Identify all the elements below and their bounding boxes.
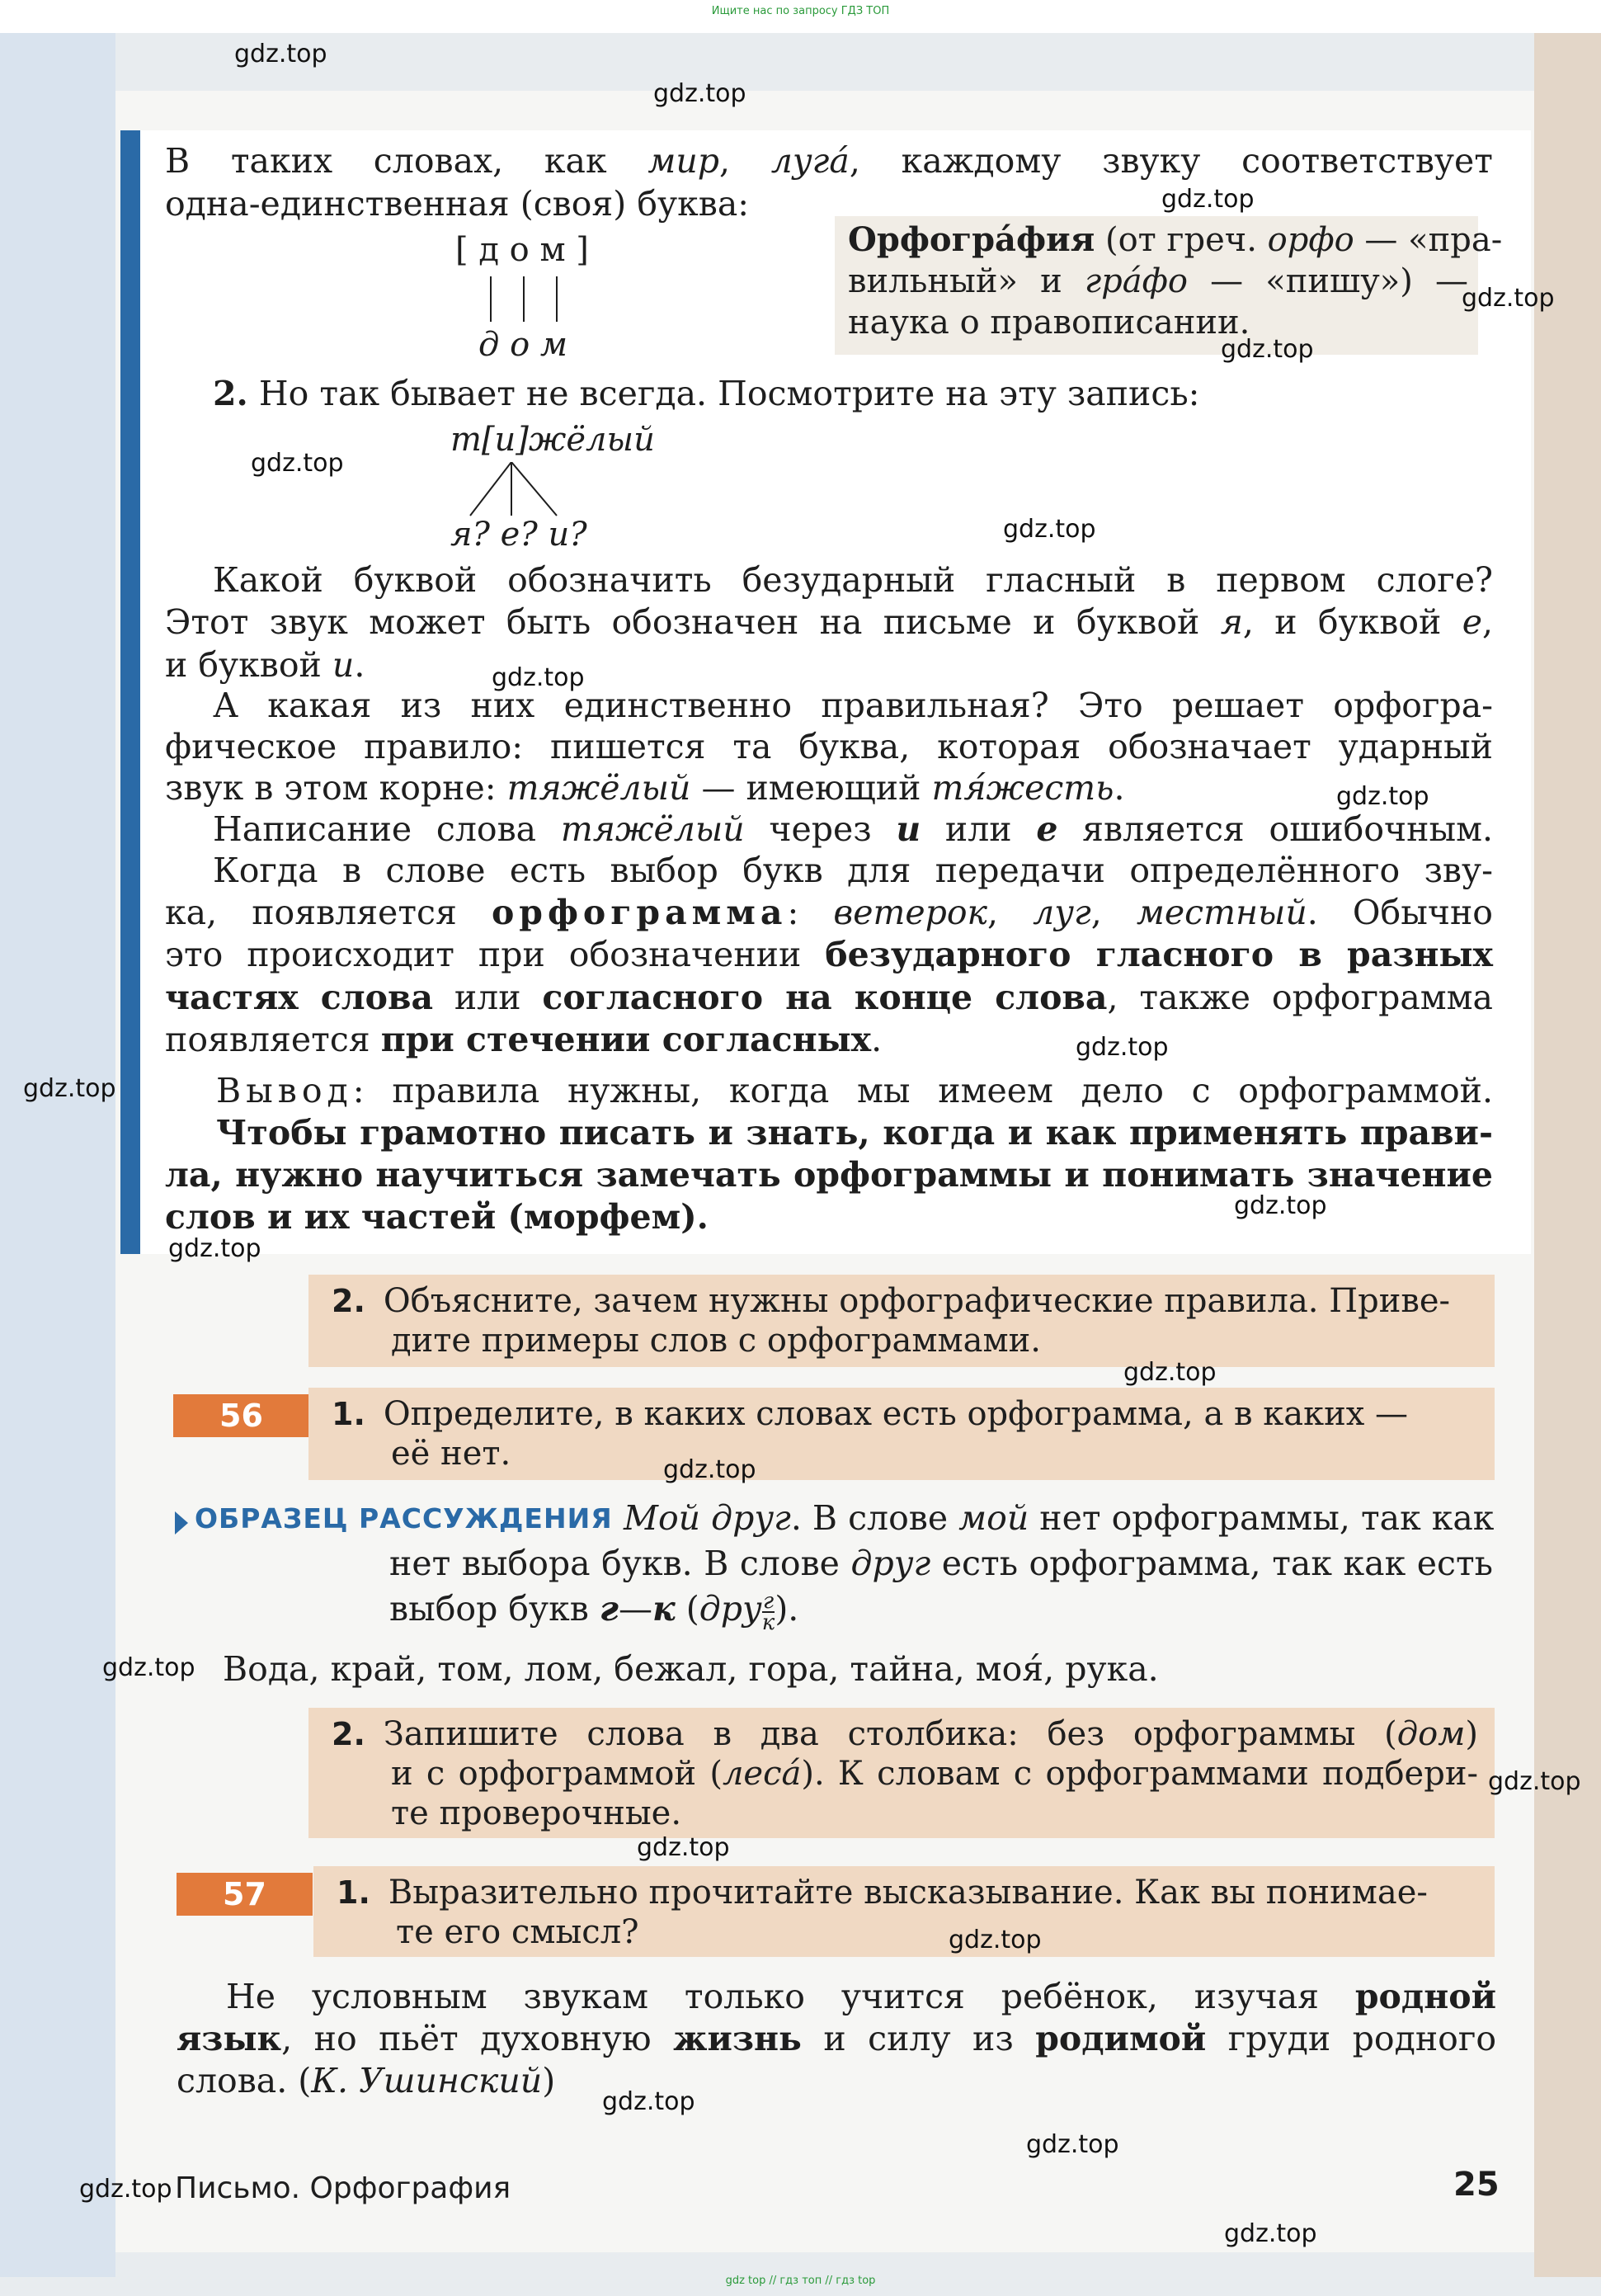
rule-bold-line-1: Чтобы грамотно писать и знать, когда и как применять прави- <box>216 1113 1493 1153</box>
exercise-56-words: Вода, край, том, лом, бежал, гора, тайна, моя́, рука. <box>223 1649 1159 1689</box>
rule-line-6: А какая из них единственно правильная? Это решает орфогра- <box>213 686 1493 725</box>
sample-reasoning-label: ОБРАЗЕЦ РАССУЖДЕНИЯ <box>195 1502 613 1535</box>
watermark: gdz.top <box>1123 1358 1217 1387</box>
rule-point-2: 2. Но так бывает не всегда. Посмотрите на эту запись: <box>213 374 1200 413</box>
page-number: 25 <box>1453 2166 1500 2204</box>
task-56-2: 2. Запишите слова в два столбика: без орфограммы (дом) и с орфограммой (леса́). К словам с орфограммами подбери- те проверочные. <box>308 1708 1495 1838</box>
definition-line-2: вильный» и гра́фо — «пишу») — <box>848 262 1468 300</box>
watermark: gdz.top <box>23 1074 116 1103</box>
rule-line-1: В таких словах, как мир, луга́, каждому звуку соответствует <box>165 141 1493 181</box>
rule-line-13: частях слова или согласного на конце слова, также орфограмма <box>165 978 1494 1017</box>
triangle-marker-icon <box>173 1510 190 1536</box>
watermark: gdz.top <box>1026 2130 1119 2159</box>
rule-line-14: появляется при стечении согласных. <box>165 1020 883 1059</box>
sample-line-3: выбор букв г—к (дру $\frac{г}{к}$ ). <box>389 1588 799 1635</box>
letter-choice-fraction: $\frac{г}{к}$ <box>761 1588 775 1635</box>
diagram-dom-lines <box>462 276 586 326</box>
rule-line-5: и буквой и. <box>165 645 365 685</box>
watermark: gdz.top <box>1336 782 1429 811</box>
left-margin-band <box>0 33 115 2277</box>
quote-line-2: язык, но пьёт духовную жизнь и силу из родимой груди родного <box>177 2019 1497 2058</box>
rule-line-4: Этот звук может быть обозначен на письме и буквой я, и буквой е, <box>165 602 1494 642</box>
watermark: gdz.top <box>1003 515 1096 544</box>
section-title: Письмо. Орфография <box>175 2171 511 2205</box>
diagram-dom-bottom: д о м <box>478 326 568 364</box>
rule-line-10: Когда в слове есть выбор букв для передачи определённого зву- <box>213 851 1493 890</box>
watermark: gdz.top <box>1221 335 1314 364</box>
rule-line-7: фическое правило: пишется та буква, которая обозначает ударный <box>165 727 1493 766</box>
task-57-1: 1. Выразительно прочитайте высказывание. Как вы понимае- те его смысл? <box>313 1866 1495 1957</box>
rule-bold-line-2: ла, нужно научиться замечать орфограммы и понимать значение <box>165 1155 1493 1195</box>
rule-line-2: одна-единственная (своя) буква: <box>165 184 750 224</box>
watermark: gdz.top <box>637 1833 730 1862</box>
watermark: gdz.top <box>168 1234 261 1263</box>
rule-line-12: это происходит при обозначении безударного гласного в разных <box>165 935 1493 974</box>
watermark: gdz.top <box>1161 185 1255 214</box>
task-56-1: 1. Определите, в каких словах есть орфограмма, а в каких — её нет. <box>308 1388 1495 1480</box>
watermark: gdz.top <box>492 663 585 692</box>
exercise-57-badge: 57 <box>177 1873 313 1916</box>
definition-line-3: наука о правописании. <box>848 304 1250 342</box>
diagram-tizholy-top: т[и]жёлый <box>450 421 655 459</box>
top-search-link[interactable]: Ищите нас по запросу ГДЗ ТОП <box>711 5 890 17</box>
diagram-tizholy-lines <box>462 462 577 520</box>
watermark: gdz.top <box>1488 1767 1581 1796</box>
rule-bold-line-3: слов и их частей (морфем). <box>165 1197 709 1237</box>
rule-line-9: Написание слова тяжёлый через и или е является ошибочным. <box>213 809 1494 849</box>
task-55-2: 2. Объясните, зачем нужны орфографические правила. Приве- дите примеры слов с орфограммами. <box>308 1275 1495 1367</box>
definition-line-1: Орфогра́фия (от греч. орфо — «пра- <box>848 220 1503 259</box>
exercise-56-badge: 56 <box>173 1394 309 1437</box>
right-margin-band <box>1534 33 1601 2277</box>
watermark: gdz.top <box>602 2087 695 2116</box>
rule-line-8: звук в этом корне: тяжёлый — имеющий тя́жесть. <box>165 768 1125 808</box>
quote-line-3: слова. (К. Ушинский) <box>177 2061 556 2100</box>
watermark: gdz.top <box>1076 1033 1169 1062</box>
sample-line-2: нет выбора букв. В слове друг есть орфограмма, так как есть <box>389 1544 1493 1583</box>
rule-line-3: Какой буквой обозначить безударный гласный в первом слоге? <box>213 560 1493 600</box>
watermark: gdz.top <box>1224 2219 1317 2248</box>
bottom-links[interactable]: gdz top // гдз топ // гдз top <box>725 2275 876 2287</box>
watermark: gdz.top <box>234 40 327 68</box>
watermark: gdz.top <box>1234 1191 1327 1220</box>
rule-line-11: ка, появляется орфограмма: ветерок, луг, местный. Обычно <box>165 893 1493 932</box>
diagram-dom-top: [ д о м ] <box>455 231 589 269</box>
rule-conclusion: Вывод: правила нужны, когда мы имеем дело с орфограммой. <box>216 1071 1493 1110</box>
diagram-tizholy-bottom: я? е? и? <box>450 516 587 554</box>
watermark: gdz.top <box>1462 284 1555 313</box>
quote-line-1: Не условным звукам только учится ребёнок, изучая родной <box>226 1977 1496 2016</box>
rule-accent-bar <box>120 130 140 1254</box>
watermark: gdz.top <box>653 79 746 108</box>
watermark: gdz.top <box>949 1926 1042 1954</box>
watermark: gdz.top <box>663 1455 756 1484</box>
sample-line-1: Мой друг. В слове мой нет орфограммы, так как <box>624 1498 1495 1538</box>
watermark: gdz.top <box>251 449 344 478</box>
watermark: gdz.top <box>102 1653 195 1682</box>
watermark: gdz.top <box>79 2175 172 2204</box>
